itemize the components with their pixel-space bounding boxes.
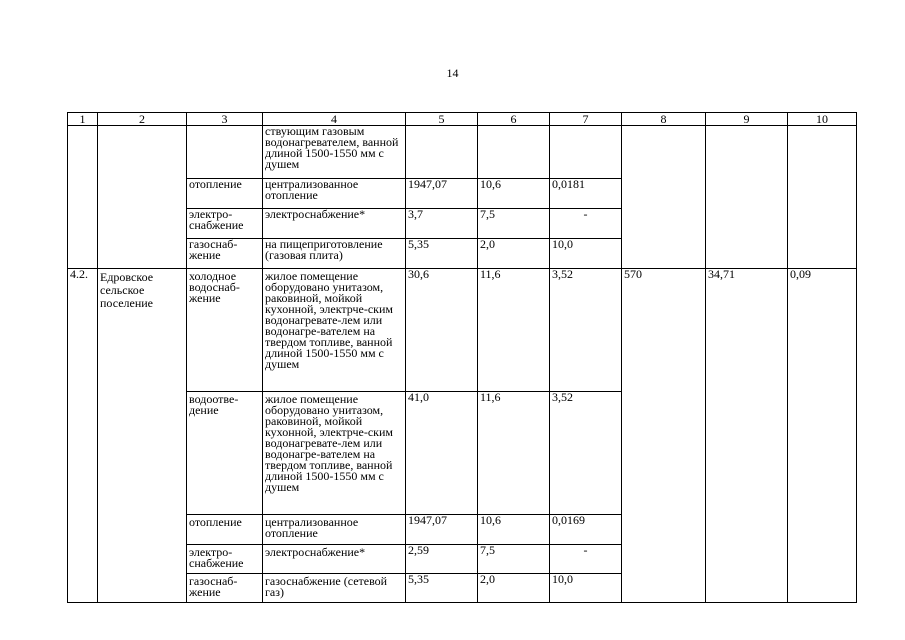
- cell-col9-empty: [706, 126, 788, 269]
- cell-col7: -: [550, 209, 622, 239]
- cell-num: 4.2.: [68, 269, 98, 603]
- cell-col10: 0,09: [788, 269, 857, 603]
- cell-num-empty: [68, 126, 98, 269]
- cell-col7: 3,52: [550, 392, 622, 515]
- page-number: 14: [446, 66, 459, 80]
- cell-conditions: централизованное отопление: [263, 179, 406, 209]
- cell-col6: 7,5: [478, 545, 550, 574]
- cell-col7: 3,52: [550, 269, 622, 392]
- col-header: 7: [550, 113, 622, 126]
- table-row: [68, 126, 857, 179]
- cell-col5: 41,0: [406, 392, 478, 515]
- cell-col6: 2,0: [478, 574, 550, 603]
- cell-col6: 11,6: [478, 269, 550, 392]
- cell-conditions: газоснабжение (сетевой газ): [263, 574, 406, 603]
- cell-col5: 1947,07: [406, 515, 478, 545]
- cell-conditions: централизованное отопление: [263, 515, 406, 545]
- cell-conditions: на пищеприготовление (газовая плита): [263, 239, 406, 269]
- cell-col5: 1947,07: [406, 179, 478, 209]
- cell-col7: 10,0: [550, 239, 622, 269]
- cell-col7: 0,0181: [550, 179, 622, 209]
- cell-col5: 2,59: [406, 545, 478, 574]
- cell-service: водоотве-дение: [187, 392, 263, 515]
- cell-service: электро-снабжение: [187, 545, 263, 574]
- cell-conditions: электроснабжение*: [263, 209, 406, 239]
- cell-conditions: жилое помещение оборудовано унитазом, раковиной, мойкой кухонной, электрче-ским водонагревате-лем или водонагре-вателем на твердом топливе, ванной длиной 1500-1550 мм с душем: [263, 269, 406, 392]
- col-header: 9: [706, 113, 788, 126]
- cell-col6: 10,6: [478, 179, 550, 209]
- cell-col6: 7,5: [478, 209, 550, 239]
- cell-conditions: ствующим газовым водонагревателем, ванной длиной 1500-1550 мм с душем: [263, 126, 406, 179]
- col-header: 10: [788, 113, 857, 126]
- cell-col7: 10,0: [550, 574, 622, 603]
- cell-service: отопление: [187, 515, 263, 545]
- col-header: 5: [406, 113, 478, 126]
- cell-service: отопление: [187, 179, 263, 209]
- cell-service: газоснаб-жение: [187, 239, 263, 269]
- cell-col6-empty: [478, 126, 550, 179]
- header-row: [68, 113, 857, 126]
- cell-col6: 2,0: [478, 239, 550, 269]
- cell-col7: 0,0169: [550, 515, 622, 545]
- cell-col5: 30,6: [406, 269, 478, 392]
- col-header: 3: [187, 113, 263, 126]
- cell-conditions: жилое помещение оборудовано унитазом, раковиной, мойкой кухонной, электрче-ским водонагревате-лем или водонагре-вателем на твердом топливе, ванной длиной 1500-1550 мм с душем: [263, 392, 406, 515]
- cell-service: холодное водоснаб-жение: [187, 269, 263, 392]
- cell-col5: 5,35: [406, 239, 478, 269]
- col-header: 4: [263, 113, 406, 126]
- table-row: [68, 269, 857, 392]
- cell-settlement-empty: [98, 126, 187, 269]
- cell-service-empty: [187, 126, 263, 179]
- cell-col6: 10,6: [478, 515, 550, 545]
- cell-col5: 3,7: [406, 209, 478, 239]
- cell-col10-empty: [788, 126, 857, 269]
- col-header: 8: [622, 113, 706, 126]
- cell-col9: 34,71: [706, 269, 788, 603]
- col-header: 2: [98, 113, 187, 126]
- cell-col8-empty: [622, 126, 706, 269]
- cell-col6: 11,6: [478, 392, 550, 515]
- cell-col7: -: [550, 545, 622, 574]
- col-header: 6: [478, 113, 550, 126]
- col-header: 1: [68, 113, 98, 126]
- cell-col8: 570: [622, 269, 706, 603]
- cell-col5: 5,35: [406, 574, 478, 603]
- cell-settlement: Едровское сельское поселение: [98, 269, 187, 603]
- cell-service: электро-снабжение: [187, 209, 263, 239]
- cell-col5-empty: [406, 126, 478, 179]
- norms-table: [67, 112, 857, 603]
- cell-col7-empty: [550, 126, 622, 179]
- cell-conditions: электроснабжение*: [263, 545, 406, 574]
- cell-service: газоснаб-жение: [187, 574, 263, 603]
